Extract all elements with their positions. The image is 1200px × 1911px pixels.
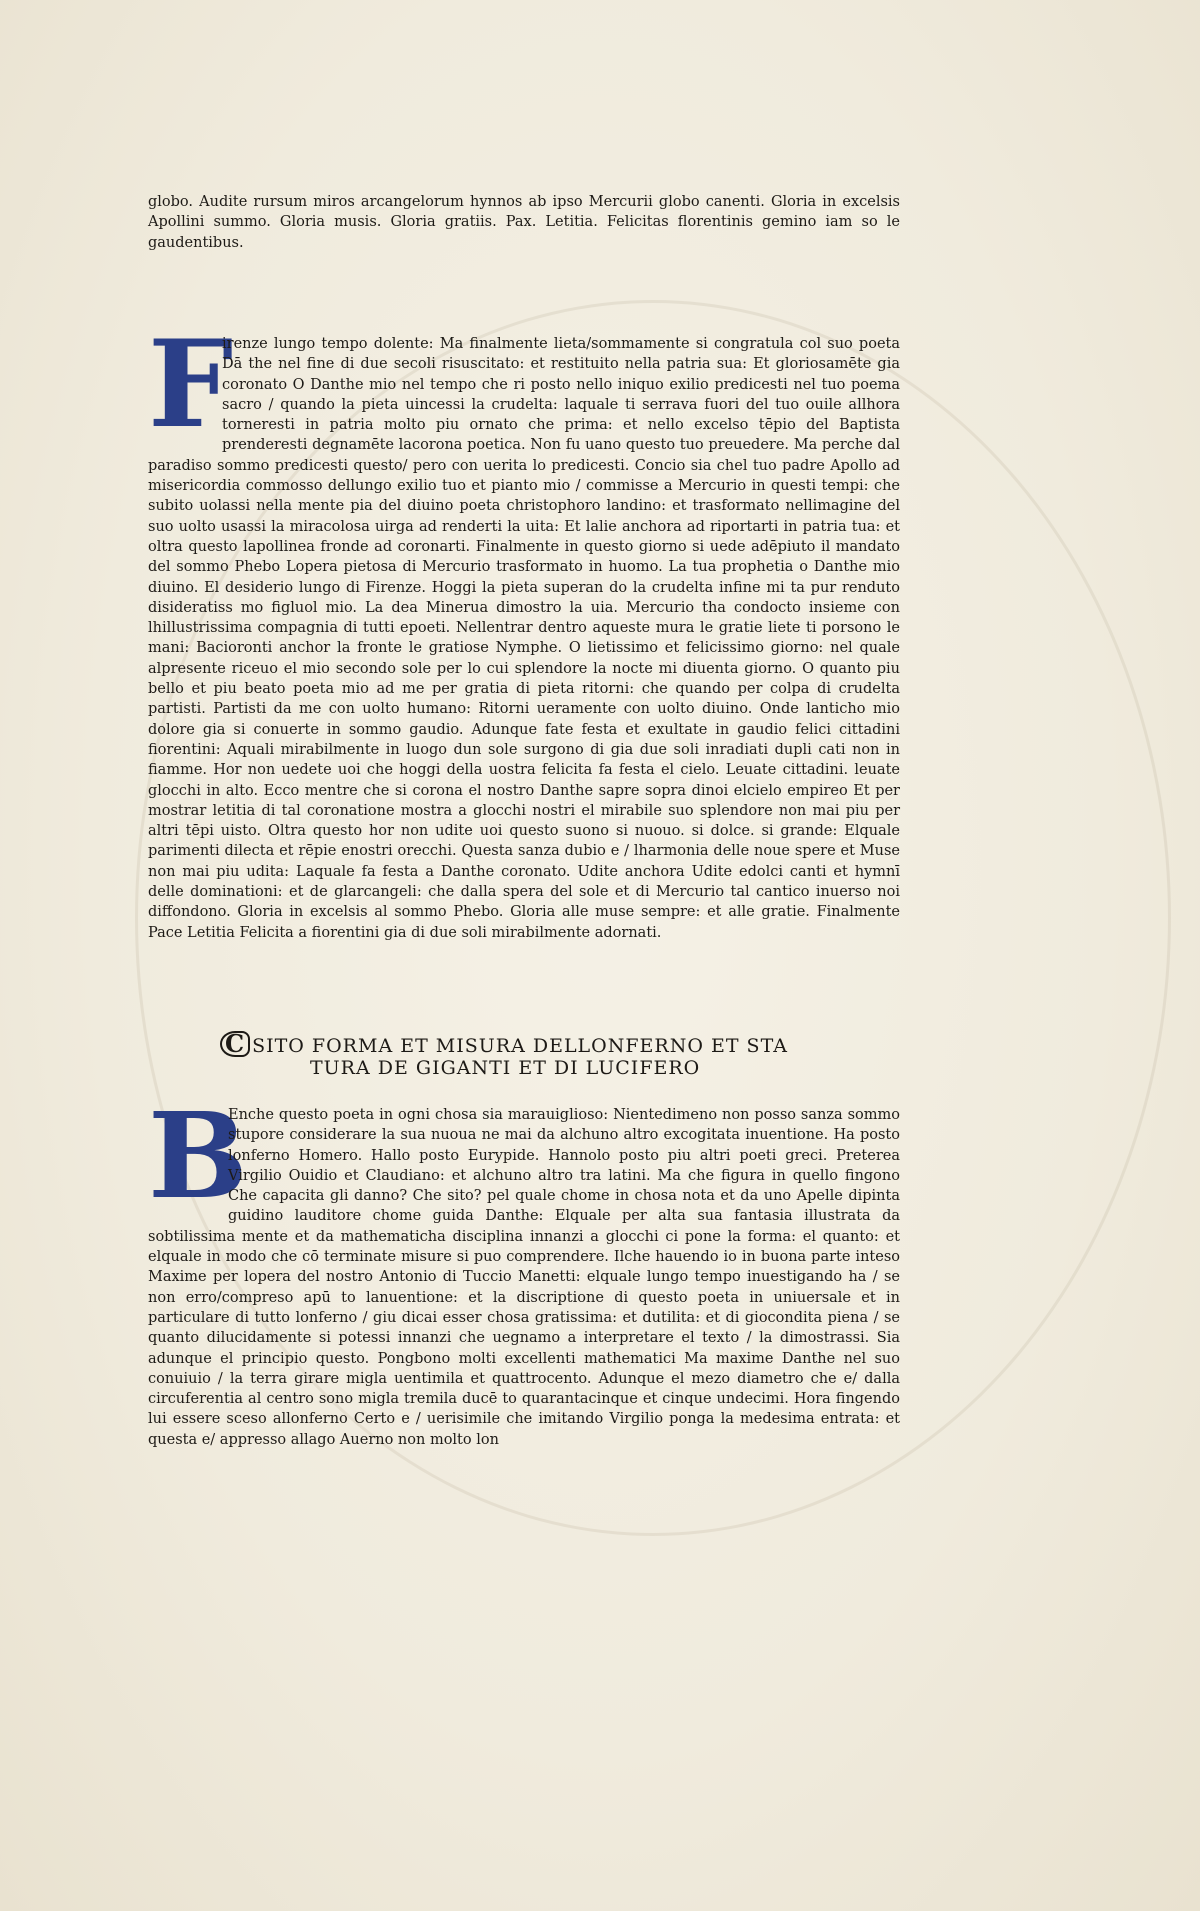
section-benche bbox=[148, 1086, 900, 1450]
initial-letter-b: B bbox=[148, 1086, 248, 1225]
section-heading bbox=[220, 1031, 788, 1079]
heading-line-2: TURA DE GIGANTI ET DI LUCIFERO bbox=[310, 1057, 701, 1079]
initial-letter-f: F bbox=[148, 314, 234, 455]
section-benche-text: Enche questo poeta in ogni chosa sia marauiglioso: Nientedimeno non posso sanza sommo stupore considerare la sua nuoua ne mai da alchuno altro excogitata inuentione. Ha posto lonferno Homero. Hallo posto Eurypide. Hannolo posto piu altri poeti greci. Preterea Virgilio Ouidio et Claudiano: et alchuno altro tra latini. Ma che figura in quello fingono Che capacita gli danno? Che sito? pel quale chome in chosa nota et da uno Apelle dipinta guidino lauditore chome guida Danthe: Elquale per alta sua fantasia illustrata da sobtilissima mente et da mathematicha disciplina innanzi a glocchi ci pone la forma: el quanto: et elquale in modo che cō terminate misure si puo comprendere. Ilche hauendo io in buona parte inteso Maxime per lopera del nostro Antonio di Tuccio Manetti: elquale lungo tempo inuestigando ha / se non erro/compreso apū to lanuentione: et la discriptione di questo poeta in uniuersale et in particulare di tutto lonferno / giu dicai esser chosa gratissima: et dutilita: et di giocondita piena / se quanto dilucidamente si potessi innanzi che uegnamo a interpretare el texto / la dimostrassi. Sia adunque el principio questo. Pongbono molti excellenti mathematici Ma maxime Danthe nel suo conuiuio / la terra girare migla uentimila et quattrocento. Adunque el mezo diametro che e/ dalla circuferentia al centro sono migla tremila ducē to quarantacinque et cinque undecimi. Hora fingendo lui essere sceso allonferno Certo e / uerisimile che imitando Virgilio ponga la medesima entrata: et questa e/ appresso allago Auerno non molto lon bbox=[148, 1107, 900, 1448]
heading-line-1: SITO FORMA ET MISURA DELLONFERNO ET STA bbox=[252, 1035, 788, 1057]
section-firenze-text: irenze lungo tempo dolente: Ma finalmente lieta/sommamente si congratula col suo poeta Dā the nel fine di due secoli risuscitato: et restituito nella patria sua: Et gloriosamēte gia coronato O Danthe mio nel tempo che ri posto nello iniquo exilio predicesti nel tuo poema sacro / quando la pieta uincessi la crudelta: laquale ti serrava fuori del tuo ouile allhora torneresti in patria molto piu ornato che prima: et nello excelso tēpio del Baptista prenderesti degnamēte lacorona poetica. Non fu uano questo tuo preuedere. Ma perche dal paradiso sommo predicesti questo/ pero con uerita lo predicesti. Concio sia chel tuo padre Apollo ad misericordia commosso dellungo exilio tuo et pianto mio / commisse a Mercurio in questi tempi: che subito uolassi nella mente pia del diuino poeta christophoro landino: et trasformato nellimagine del suo uolto usassi la miracolosa uirga ad renderti la uita: Et lalie anchora ad riportarti in patria tua: et oltra questo lapollinea fronde ad coronarti. Finalmente in questo giorno si uede adēpiuto il mandato del sommo Phebo Lopera pietosa di Mercurio trasformato in huomo. La tua prophetia o Danthe mio diuino. El desiderio lungo di Firenze. Hoggi la pieta superan do la crudelta infine mi ta pur renduto disideratiss mo figluol mio. La dea Minerua dimostro la uia. Mercurio tha condocto insieme con lhillustrissima compagnia di tutti epoeti. Nellentrar dentro aqueste mura le gratie liete ti porsono le mani: Bacioronti anchor la fronte le gratiose Nymphe. O lietissimo et felicissimo giorno: nel quale alpresente riceuo el mio secondo sole per lo cui splendore la nocte mi diuenta giorno. O quanto piu bello et piu beato poeta mio ad me per gratia di pieta ritorni: che quando per colpa di crudelta partisti. Partisti da me con uolto humano: Ritorni ueramente con uolto diuino. Onde lanticho mio dolore gia si conuerte in sommo gaudio. Adunque fate festa et exultate in gaudio felici cittadini fiorentini: Aquali mirabilmente in luogo dun sole surgono di gia due soli inradiati dupli cati non in fiamme. Hor non uedete uoi che hoggi della uostra felicita fa festa el cielo. Leuate cittadini. leuate glocchi in alto. Ecco mentre che si corona el nostro Danthe sapre sopra dinoi elcielo empireo Et per mostrar letitia di tal coronatione mostra a glocchi nostri el mirabile suo splendore non mai piu per altri tēpi uisto. Oltra questo hor non udite uoi questo suono si nuouo. si dolce. si grande: Elquale parimenti dilecta et rēpie enostri orecchi. Questa sanza dubio e / lharmonia delle noue spere et Muse non mai piu udita: Laquale fa festa a Danthe coronato. Udite anchora Udite edolci canti et hymnī delle dominationi: et de glarcangeli: che dalla spera del sole et di Mercurio tal cantico inuerso noi diffondono. Gloria in excelsis al sommo Phebo. Gloria alle muse sempre: et alle gratie. Finalmente Pace Letitia Felicita a fiorentini gia di due soli mirabilmente adornati. bbox=[148, 336, 900, 941]
heading-capital: C bbox=[220, 1031, 250, 1057]
intro-paragraph bbox=[148, 192, 900, 253]
section-firenze bbox=[148, 314, 900, 943]
intro-text: globo. Audite rursum miros arcangelorum hynnos ab ipso Mercurii globo canenti. Gloria in excelsis Apollini summo. Gloria musis. Gloria gratiis. Pax. Letitia. Felicitas florentinis gemino iam so le gaudentibus. bbox=[148, 194, 900, 251]
